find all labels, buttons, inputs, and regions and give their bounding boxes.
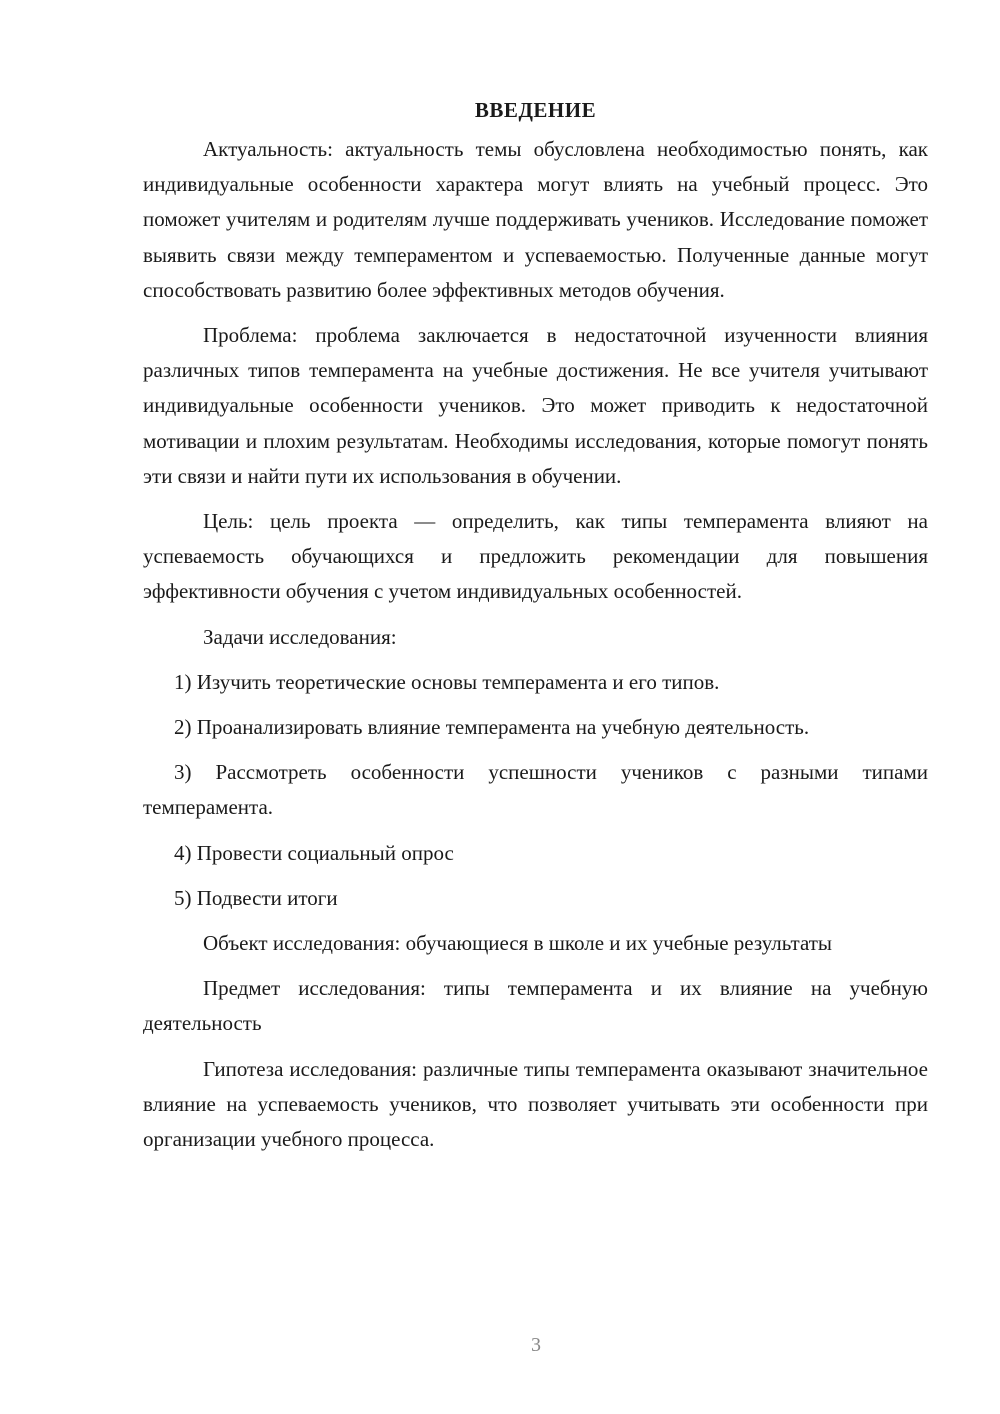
paragraph-object: Объект исследования: обучающиеся в школе и их учебные результаты bbox=[203, 931, 833, 956]
task-item-3: 3) Рассмотреть особенности успешности учеников с разными типами темперамента. bbox=[143, 760, 928, 820]
tasks-list bbox=[143, 665, 928, 916]
page-number: 3 bbox=[531, 1334, 541, 1356]
task-item-2: 2) Проанализировать влияние темперамента на учебную деятельность. bbox=[174, 715, 810, 740]
task-item-1: 1) Изучить теоретические основы темперамента и его типов. bbox=[174, 669, 720, 694]
document-page bbox=[143, 92, 928, 1167]
section-heading: ВВЕДЕНИЕ bbox=[474, 98, 597, 122]
paragraph-goal: Цель: цель проекта — определить, как типы темперамента влияют на успеваемость обучающихся и предложить рекомендации для повышения эффективности обучения с учетом индивидуальных особенностей. bbox=[143, 509, 928, 604]
tasks-title: Задачи исследования: bbox=[203, 624, 397, 649]
task-item-4: 4) Провести социальный опрос bbox=[174, 840, 454, 865]
paragraph-subject: Предмет исследования: типы темперамента и их влияние на учебную деятельность bbox=[143, 976, 928, 1036]
paragraph-hypothesis: Гипотеза исследования: различные типы темперамента оказывают значительное влияние на успеваемость учеников, что позволяет учитывать эти особенности при организации учебного процесса. bbox=[143, 1056, 928, 1152]
paragraph-problem: Проблема: проблема заключается в недостаточной изученности влияния различных типов темперамента на учебные достижения. Не все учителя учитывают индивидуальные особенности учеников. Это может приводить к недостаточной мотивации и плохим результатам. Необходимы исследования, которые помогут понять эти связи и найти пути их использования в обучении. bbox=[143, 323, 928, 488]
task-item-5: 5) Подвести итоги bbox=[174, 885, 338, 910]
paragraph-relevance: Актуальность: актуальность темы обусловлена необходимостью понять, как индивидуальные особенности характера могут влиять на учебный процесс. Это поможет учителям и родителям лучше поддерживать учеников. Исследование поможет выявить связи между темпераментом и успеваемостью. Полученные данные могут способствовать развитию более эффективных методов обучения. bbox=[143, 137, 928, 302]
